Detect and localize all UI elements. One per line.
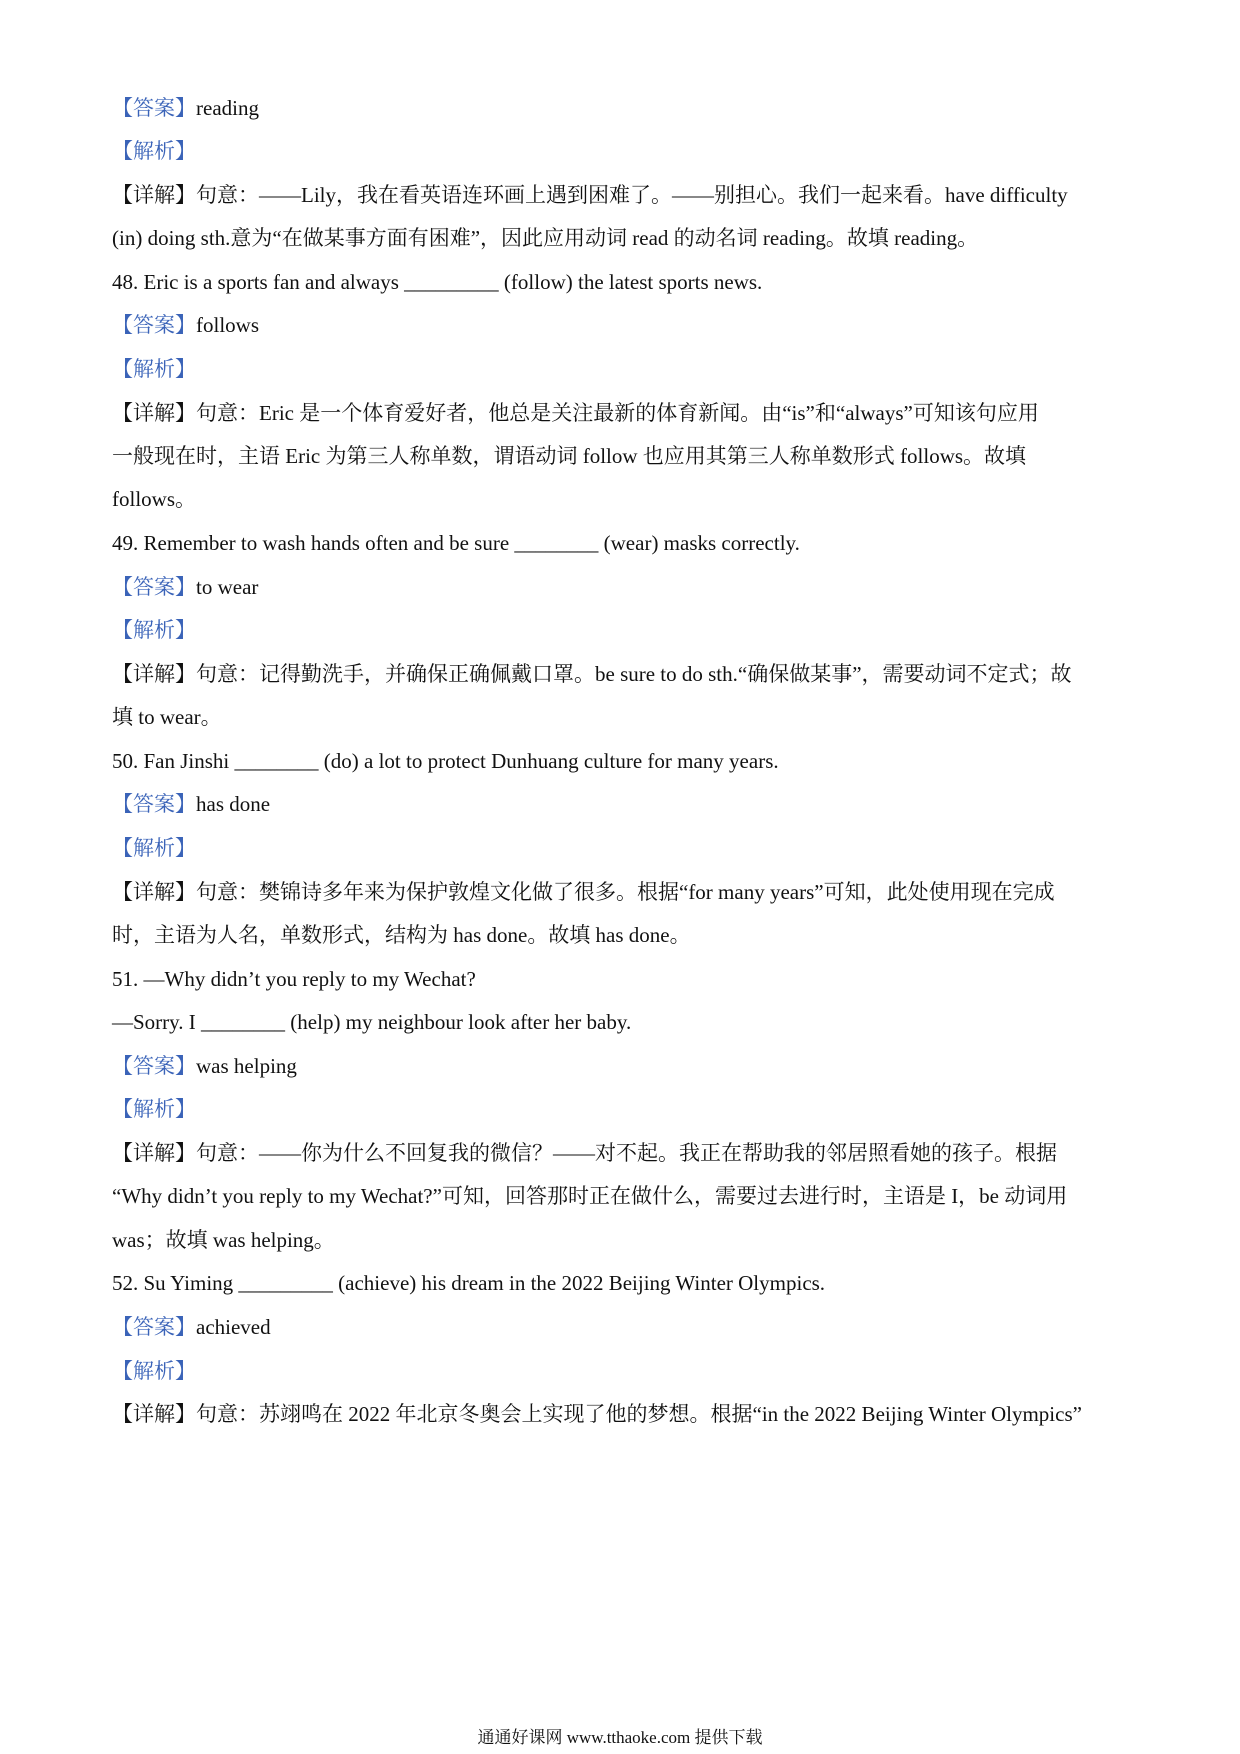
detail-text: 一般现在时，主语 Eric 为第三人称单数，谓语动词 follow 也应用其第三人称单数形式 follows。故填: [112, 444, 1027, 468]
answer-row: [112, 93, 259, 123]
detail-tag: 【详解】: [112, 401, 196, 425]
detail-text: 句意：——Lily，我在看英语连环画上遇到困难了。——别担心。我们一起来看。have difficulty: [196, 183, 1068, 207]
answer-tag: 【答案】: [112, 313, 196, 337]
detail-tag: 【详解】: [112, 662, 196, 686]
detail-row: [112, 398, 1039, 428]
detail-text: “Why didn’t you reply to my Wechat?”可知，回答那时正在做什么，需要过去进行时，主语是 I，be 动词用: [112, 1184, 1068, 1208]
answer-text: follows: [196, 313, 259, 337]
detail-text: 句意：Eric 是一个体育爱好者，他总是关注最新的体育新闻。由“is”和“always”可知该句应用: [196, 401, 1039, 425]
detail-text: was；故填 was helping。: [112, 1228, 335, 1252]
answer-row: [112, 310, 259, 340]
question-48: 48. Eric is a sports fan and always _________ (follow) the latest sports news.: [112, 270, 763, 294]
answer-row: [112, 1051, 297, 1081]
detail-text: 句意：苏翊鸣在 2022 年北京冬奥会上实现了他的梦想。根据“in the 2022 Beijing Winter Olympics”: [196, 1402, 1082, 1426]
answer-tag: 【答案】: [112, 792, 196, 816]
answer-row: [112, 1312, 271, 1342]
detail-text: 句意：记得勤洗手，并确保正确佩戴口罩。be sure to do sth.“确保做某事”，需要动词不定式；故: [196, 662, 1072, 686]
detail-text: 句意：——你为什么不回复我的微信？——对不起。我正在帮助我的邻居照看她的孩子。根据: [196, 1141, 1057, 1165]
question-52: 52. Su Yiming _________ (achieve) his dream in the 2022 Beijing Winter Olympics.: [112, 1271, 826, 1295]
analysis-tag: 【解析】: [112, 357, 196, 381]
detail-text: follows。: [112, 487, 196, 511]
answer-tag: 【答案】: [112, 96, 196, 120]
detail-tag: 【详解】: [112, 1141, 196, 1165]
detail-text: 填 to wear。: [112, 705, 222, 729]
answer-row: [112, 789, 270, 819]
analysis-tag: 【解析】: [112, 836, 196, 860]
answer-row: [112, 572, 258, 602]
analysis-tag: 【解析】: [112, 139, 196, 163]
detail-tag: 【详解】: [112, 1402, 196, 1426]
detail-text: 句意：樊锦诗多年来为保护敦煌文化做了很多。根据“for many years”可知，此处使用现在完成: [196, 880, 1055, 904]
analysis-tag: 【解析】: [112, 618, 196, 642]
detail-text: (in) doing sth.意为“在做某事方面有困难”，因此应用动词 read 的动名词 reading。故填 reading。: [112, 226, 979, 250]
answer-text: reading: [196, 96, 259, 120]
answer-text: to wear: [196, 575, 259, 599]
answer-text: was helping: [196, 1054, 297, 1078]
detail-row: [112, 877, 1055, 907]
detail-row: [112, 1138, 1057, 1168]
detail-text: 时，主语为人名，单数形式，结构为 has done。故填 has done。: [112, 923, 691, 947]
detail-row: [112, 180, 1068, 210]
detail-row: [112, 659, 1072, 689]
answer-tag: 【答案】: [112, 1315, 196, 1339]
question-51: 51. —Why didn’t you reply to my Wechat?: [112, 967, 476, 991]
answer-text: achieved: [196, 1315, 271, 1339]
answer-tag: 【答案】: [112, 575, 196, 599]
answer-text: has done: [196, 792, 271, 816]
answer-tag: 【答案】: [112, 1054, 196, 1078]
analysis-tag: 【解析】: [112, 1359, 196, 1383]
detail-row: [112, 1399, 1082, 1429]
question-49: 49. Remember to wash hands often and be sure ________ (wear) masks correctly.: [112, 531, 800, 555]
detail-tag: 【详解】: [112, 880, 196, 904]
question-51-reply: —Sorry. I ________ (help) my neighbour look after her baby.: [112, 1010, 632, 1034]
question-50: 50. Fan Jinshi ________ (do) a lot to protect Dunhuang culture for many years.: [112, 749, 779, 773]
footer-watermark: 通通好课网 www.tthaoke.com 提供下载: [477, 1728, 763, 1747]
detail-tag: 【详解】: [112, 183, 196, 207]
analysis-tag: 【解析】: [112, 1097, 196, 1121]
